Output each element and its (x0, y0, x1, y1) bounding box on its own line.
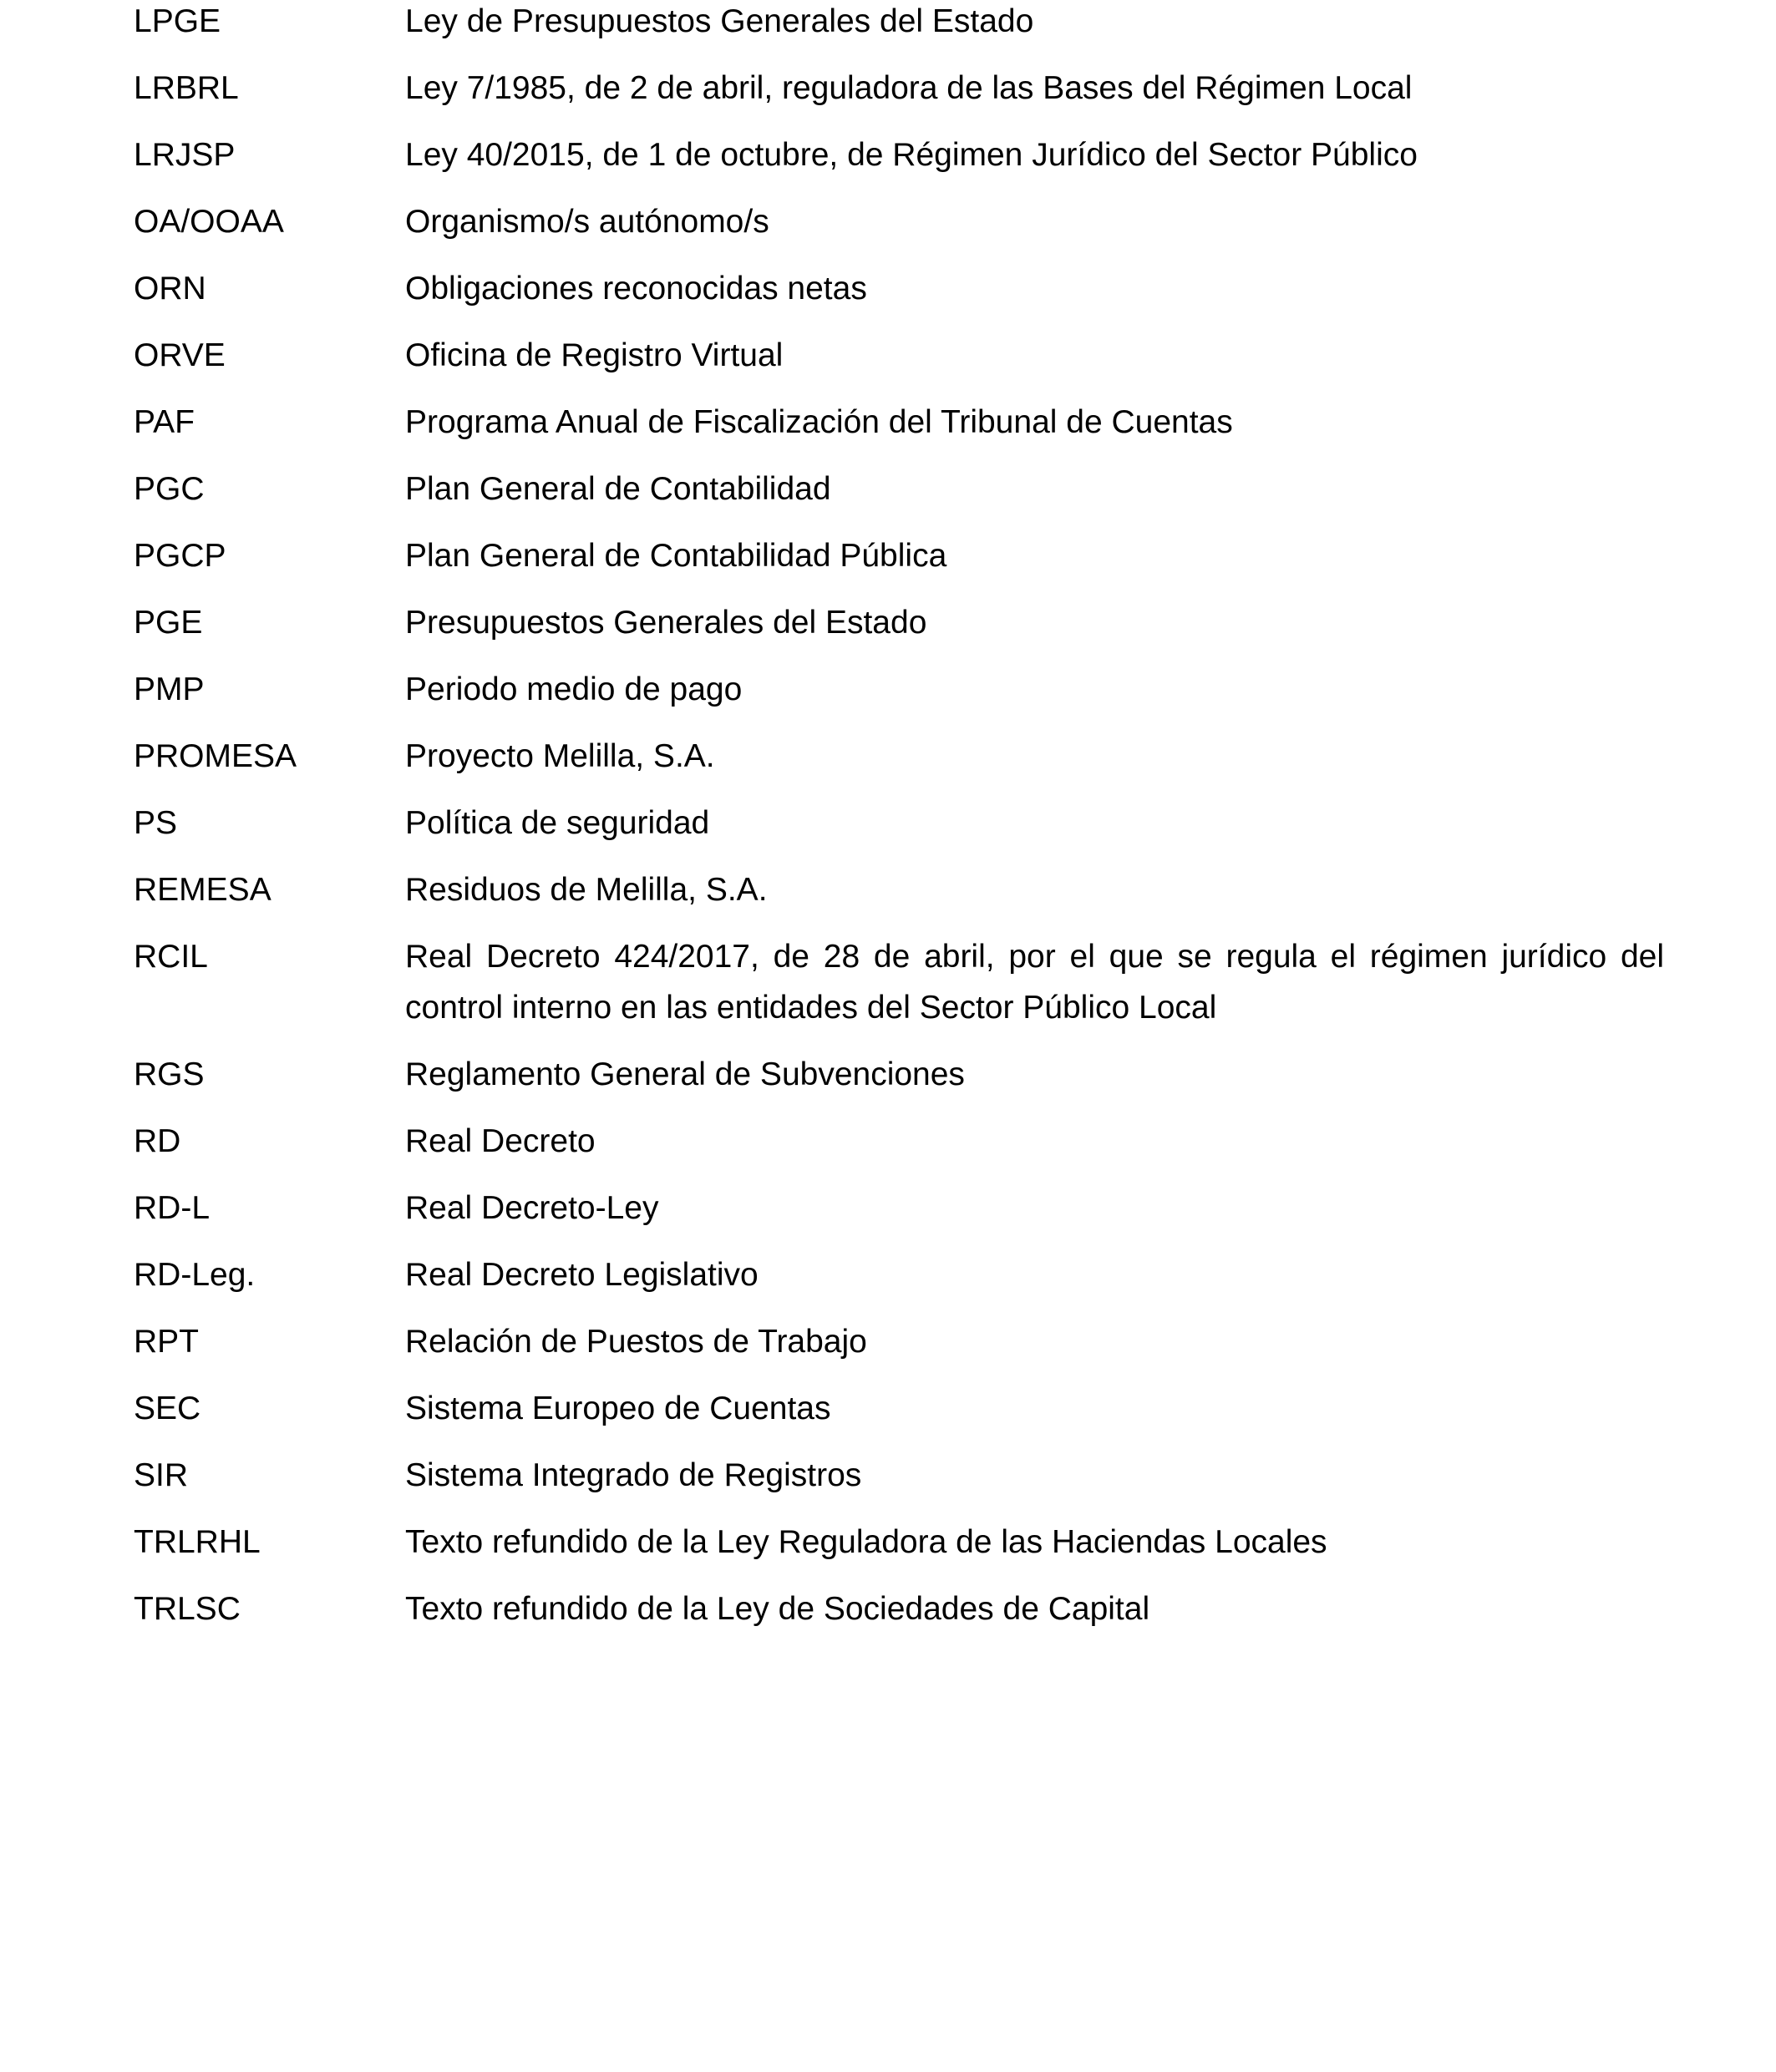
abbreviation-definition: Proyecto Melilla, S.A. (405, 738, 715, 774)
abbreviation-row (134, 1517, 1664, 1568)
abbreviation-term: PGCP (134, 538, 226, 574)
abbreviation-definition: Obligaciones reconocidas netas (405, 271, 867, 306)
abbreviation-definition: Real Decreto-Ley (405, 1190, 659, 1226)
abbreviation-definition: Ley 7/1985, de 2 de abril, reguladora de las Bases del Régimen Local (405, 70, 1413, 106)
abbreviation-row (134, 1383, 1664, 1434)
abbreviation-row (134, 464, 1664, 514)
abbreviation-term: SIR (134, 1457, 189, 1493)
abbreviation-row (134, 798, 1664, 849)
abbreviation-term: OA/OOAA (134, 204, 284, 240)
abbreviation-row (134, 731, 1664, 782)
abbreviation-term: SEC (134, 1391, 201, 1426)
abbreviation-row (134, 1583, 1664, 1634)
abbreviation-row (134, 330, 1664, 381)
abbreviation-row (134, 1049, 1664, 1100)
abbreviation-definition: Real Decreto 424/2017, de 28 de abril, por el que se regula el régimen jurídico del control interno en las entidades del Sector Público Local (405, 939, 1664, 1026)
abbreviation-term: LPGE (134, 3, 221, 39)
abbreviation-definition: Política de seguridad (405, 805, 710, 841)
abbreviation-term: PGC (134, 471, 205, 507)
abbreviation-row (134, 129, 1664, 180)
abbreviation-term: RD (134, 1123, 181, 1159)
abbreviation-term: TRLRHL (134, 1524, 261, 1560)
abbreviation-definition: Plan General de Contabilidad Pública (405, 538, 947, 574)
abbreviation-term: PS (134, 805, 178, 841)
abbreviation-row (134, 864, 1664, 915)
abbreviation-definition: Plan General de Contabilidad (405, 471, 831, 507)
abbreviations-list (134, 0, 1664, 1650)
abbreviation-row (134, 0, 1664, 47)
abbreviation-term: RD-L (134, 1190, 211, 1226)
abbreviation-term: RPT (134, 1324, 199, 1360)
abbreviation-row (134, 1249, 1664, 1300)
abbreviation-row (134, 1450, 1664, 1501)
abbreviation-term: PAF (134, 404, 195, 440)
abbreviation-definition: Texto refundido de la Ley Reguladora de las Haciendas Locales (405, 1524, 1327, 1560)
abbreviation-term: PROMESA (134, 738, 297, 774)
abbreviation-term: RGS (134, 1056, 205, 1092)
abbreviation-row (134, 931, 1664, 1033)
abbreviation-definition: Real Decreto (405, 1123, 596, 1159)
abbreviation-definition: Periodo medio de pago (405, 671, 743, 707)
abbreviation-definition: Programa Anual de Fiscalización del Tribunal de Cuentas (405, 404, 1233, 440)
abbreviation-definition: Ley 40/2015, de 1 de octubre, de Régimen Jurídico del Sector Público (405, 137, 1418, 173)
abbreviation-term: LRBRL (134, 70, 239, 106)
abbreviation-definition: Ley de Presupuestos Generales del Estado (405, 3, 1034, 39)
abbreviation-definition: Organismo/s autónomo/s (405, 204, 769, 240)
abbreviation-row (134, 1183, 1664, 1234)
abbreviation-definition: Sistema Europeo de Cuentas (405, 1391, 831, 1426)
abbreviation-term: ORVE (134, 337, 226, 373)
abbreviation-term: PMP (134, 671, 205, 707)
abbreviation-definition: Relación de Puestos de Trabajo (405, 1324, 867, 1360)
abbreviation-term: ORN (134, 271, 206, 306)
abbreviation-row (134, 397, 1664, 448)
abbreviation-definition: Reglamento General de Subvenciones (405, 1056, 965, 1092)
abbreviation-definition: Texto refundido de la Ley de Sociedades de Capital (405, 1591, 1150, 1627)
abbreviation-row (134, 1116, 1664, 1167)
abbreviation-row (134, 1316, 1664, 1367)
abbreviation-term: RCIL (134, 939, 208, 975)
abbreviation-definition: Sistema Integrado de Registros (405, 1457, 862, 1493)
abbreviation-row (134, 530, 1664, 581)
abbreviation-row (134, 263, 1664, 314)
abbreviation-row (134, 664, 1664, 715)
abbreviation-term: LRJSP (134, 137, 236, 173)
abbreviation-term: RD-Leg. (134, 1257, 256, 1293)
abbreviation-definition: Real Decreto Legislativo (405, 1257, 759, 1293)
abbreviation-row (134, 597, 1664, 648)
abbreviation-row (134, 196, 1664, 247)
abbreviation-definition: Residuos de Melilla, S.A. (405, 872, 768, 908)
abbreviation-row (134, 63, 1664, 114)
abbreviation-term: REMESA (134, 872, 271, 908)
abbreviation-definition: Presupuestos Generales del Estado (405, 605, 927, 641)
abbreviation-term: PGE (134, 605, 203, 641)
abbreviation-term: TRLSC (134, 1591, 241, 1627)
abbreviation-definition: Oficina de Registro Virtual (405, 337, 784, 373)
